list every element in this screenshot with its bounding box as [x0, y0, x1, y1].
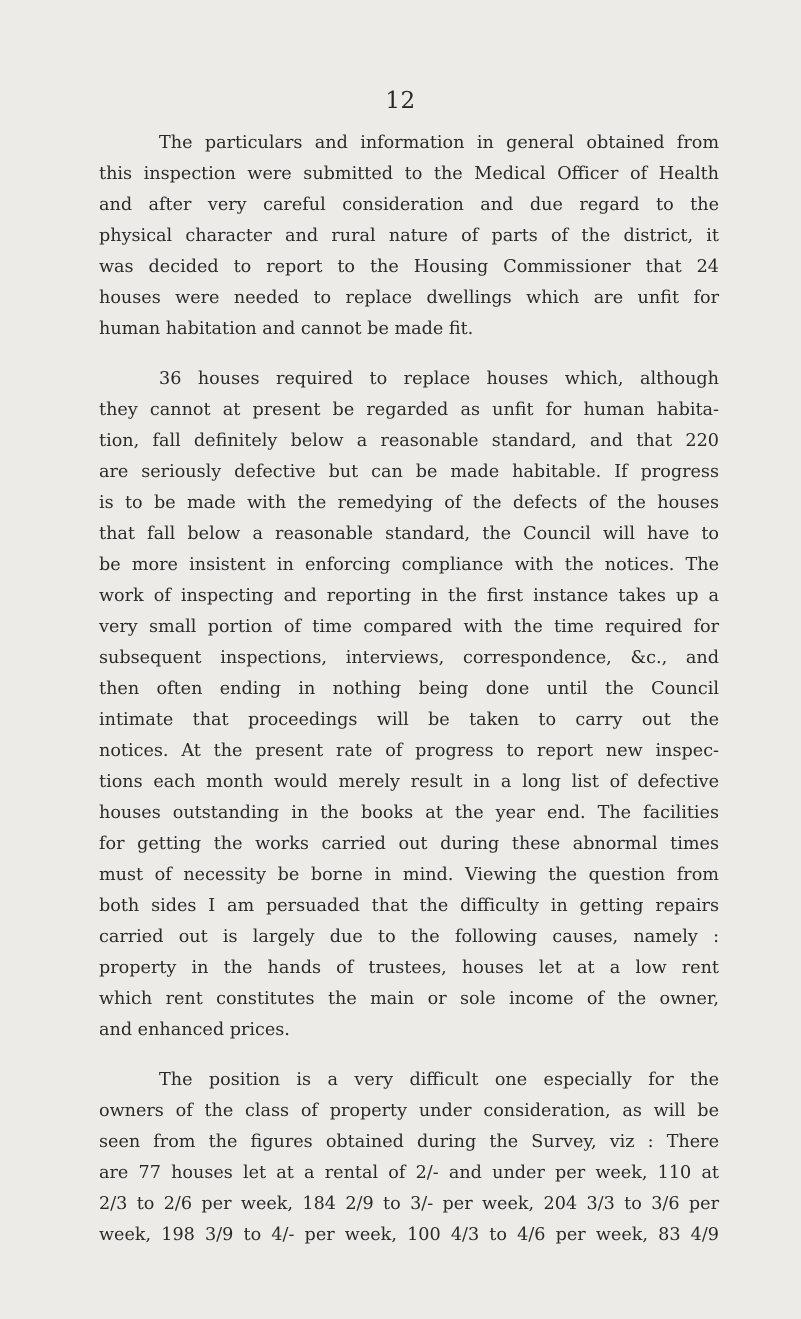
paragraph-3	[99, 1065, 719, 1251]
text-line: The particulars and information in general obtained from	[159, 133, 719, 153]
text-line: human habitation and cannot be made fit.	[99, 319, 474, 339]
text-line: and after very careful consideration and due regard to the	[99, 195, 719, 215]
text-line: which rent constitutes the main or sole income of the owner,	[99, 989, 719, 1009]
paragraph-gap	[99, 345, 719, 364]
text-line: this inspection were submitted to the Medical Officer of Health	[99, 164, 719, 184]
text-line: and enhanced prices.	[99, 1020, 290, 1040]
text-line: seen from the figures obtained during the Survey, viz : There	[99, 1132, 719, 1152]
paragraph-1	[99, 128, 719, 345]
text-line: are seriously defective but can be made habitable. If progress	[99, 462, 719, 482]
text-line: both sides I am persuaded that the difficulty in getting repairs	[99, 896, 719, 916]
text-line: for getting the works carried out during these abnormal times	[99, 834, 719, 854]
page-number: 12	[385, 88, 416, 114]
text-line: tion, fall definitely below a reasonable standard, and that 220	[99, 431, 719, 451]
text-line: houses were needed to replace dwellings which are unfit for	[99, 288, 719, 308]
text-line: subsequent inspections, interviews, correspondence, &c., and	[99, 648, 719, 668]
text-line: work of inspecting and reporting in the first instance takes up a	[99, 586, 719, 606]
text-line: was decided to report to the Housing Commissioner that 24	[99, 257, 719, 277]
text-line: very small portion of time compared with the time required for	[99, 617, 719, 637]
body-text	[99, 128, 719, 1251]
text-line: notices. At the present rate of progress to report new inspec-	[99, 741, 719, 761]
text-line: physical character and rural nature of parts of the district, it	[99, 226, 719, 246]
text-line: then often ending in nothing being done until the Council	[99, 679, 719, 699]
text-line: 2/3 to 2/6 per week, 184 2/9 to 3/- per week, 204 3/3 to 3/6 per	[99, 1194, 719, 1214]
text-line: owners of the class of property under consideration, as will be	[99, 1101, 719, 1121]
text-line: that fall below a reasonable standard, the Council will have to	[99, 524, 719, 544]
paragraph-gap	[99, 1046, 719, 1065]
text-line: 36 houses required to replace houses which, although	[159, 369, 719, 389]
text-line: must of necessity be borne in mind. Viewing the question from	[99, 865, 719, 885]
text-line: they cannot at present be regarded as unfit for human habita-	[99, 400, 719, 420]
text-line: week, 198 3/9 to 4/- per week, 100 4/3 to 4/6 per week, 83 4/9	[99, 1225, 719, 1245]
text-line: are 77 houses let at a rental of 2/- and under per week, 110 at	[99, 1163, 719, 1183]
text-line: carried out is largely due to the following causes, namely :	[99, 927, 719, 947]
text-line: houses outstanding in the books at the year end. The facilities	[99, 803, 719, 823]
text-line: is to be made with the remedying of the defects of the houses	[99, 493, 719, 513]
text-line: intimate that proceedings will be taken to carry out the	[99, 710, 719, 730]
paragraph-2	[99, 364, 719, 1046]
text-line: property in the hands of trustees, houses let at a low rent	[99, 958, 719, 978]
text-line: be more insistent in enforcing compliance with the notices. The	[99, 555, 719, 575]
text-line: tions each month would merely result in a long list of defective	[99, 772, 719, 792]
text-line: The position is a very difficult one especially for the	[159, 1070, 719, 1090]
